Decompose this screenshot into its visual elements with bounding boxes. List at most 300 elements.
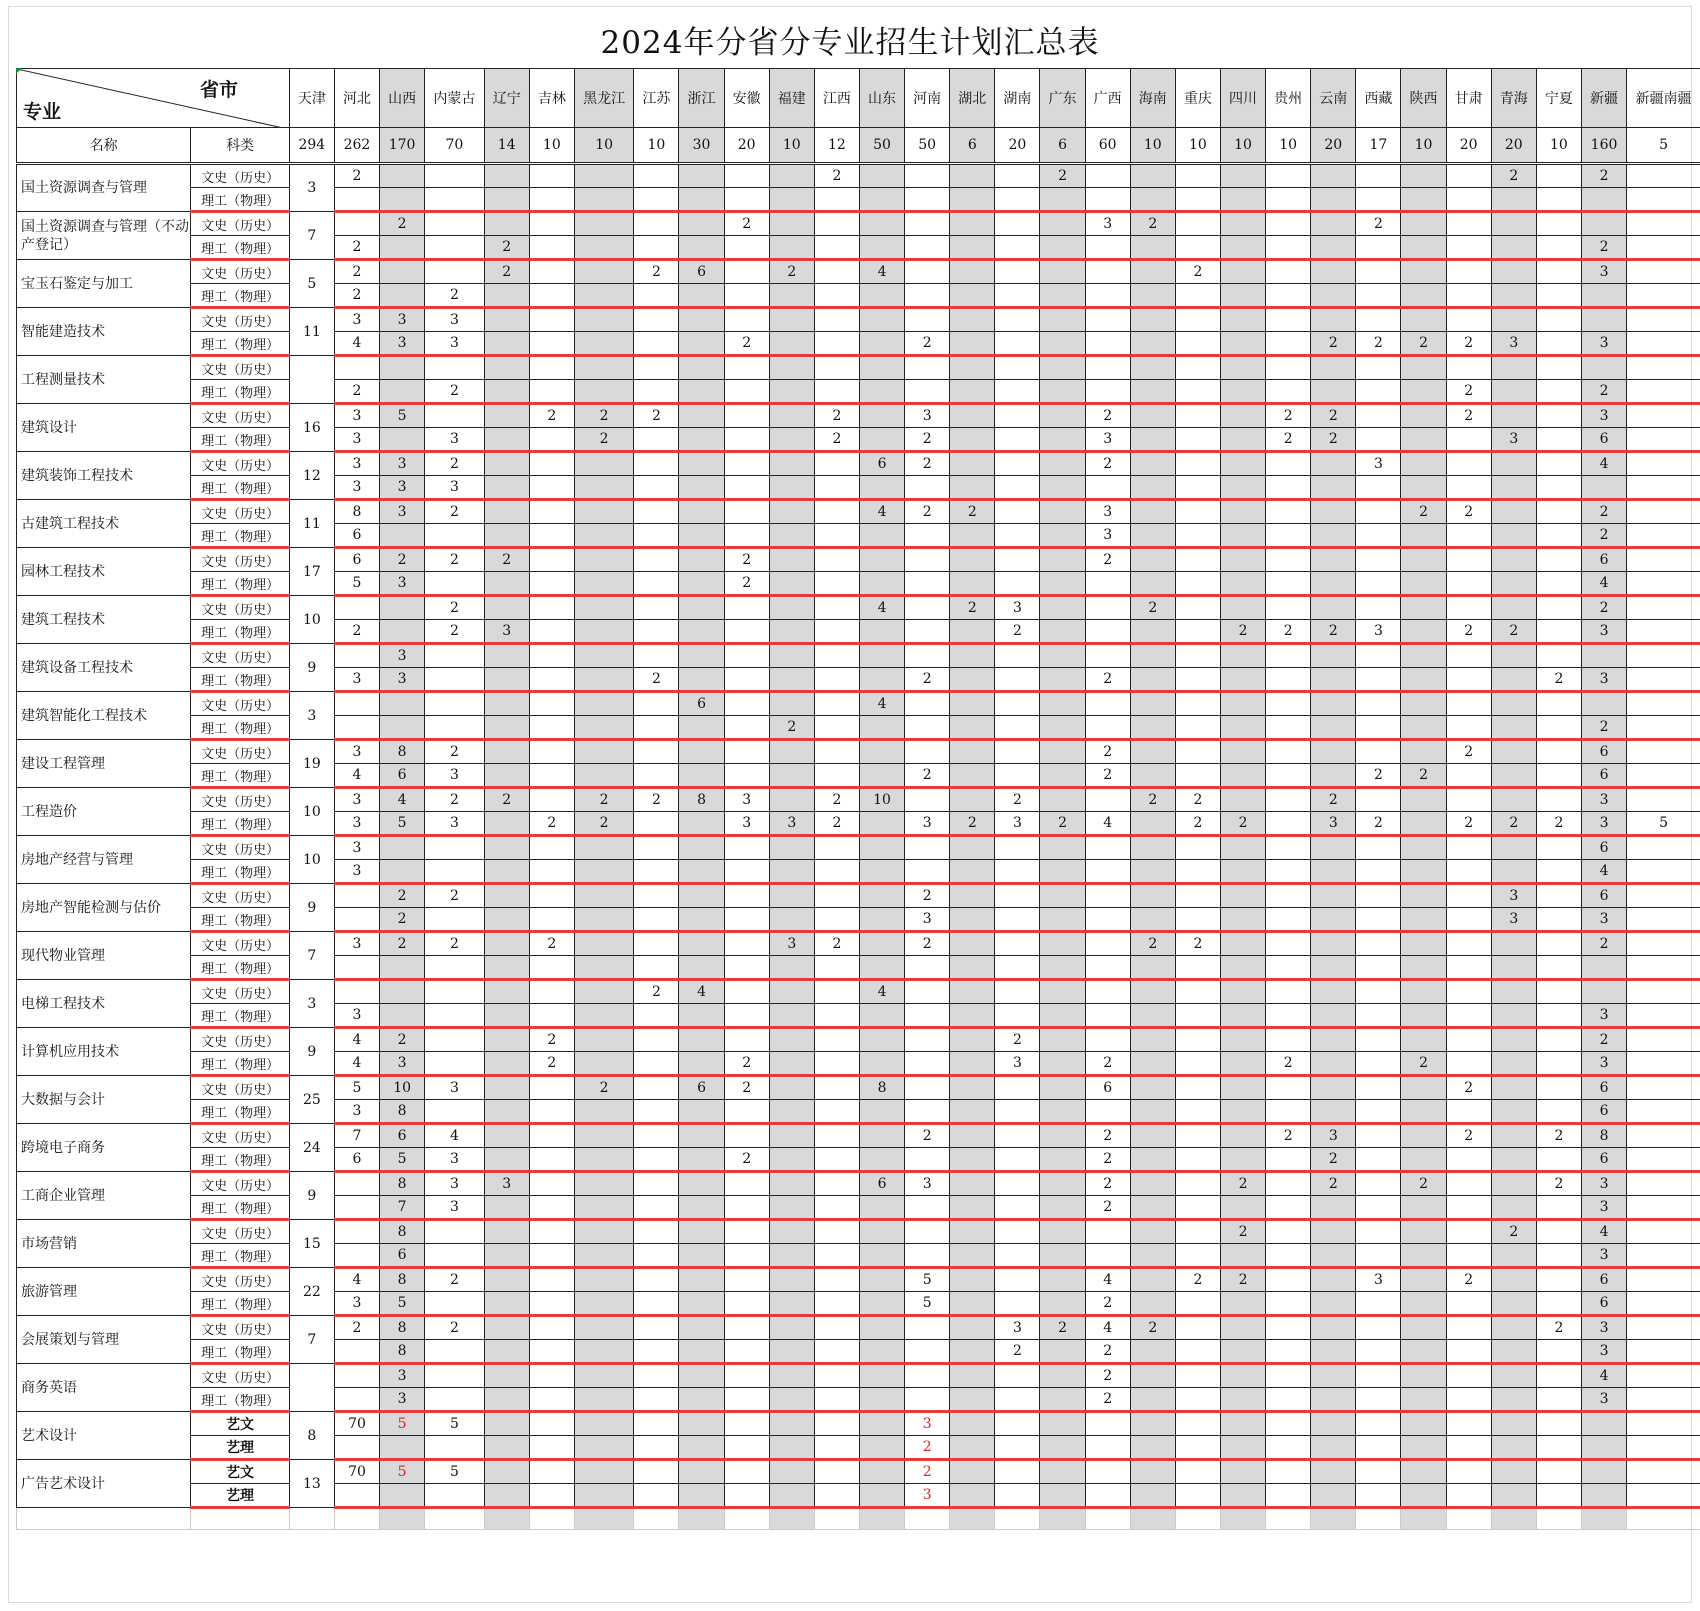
province-total: 10: [1401, 128, 1446, 164]
value-cell: 2: [1356, 812, 1401, 836]
value-cell: [574, 884, 633, 908]
category-cell: 文史（历史）: [191, 1316, 289, 1340]
value-cell: [1220, 1076, 1265, 1100]
province-total: 20: [995, 128, 1040, 164]
tianjin-value: 11: [289, 500, 334, 548]
value-cell: [1130, 860, 1175, 884]
value-cell: [1040, 932, 1085, 956]
value-cell: 2: [1085, 1364, 1130, 1388]
value-cell: [1311, 692, 1356, 716]
value-cell: 3: [380, 476, 425, 500]
value-cell: [425, 260, 484, 284]
value-cell: 4: [1581, 1220, 1626, 1244]
value-cell: [1356, 428, 1401, 452]
value-cell: [1311, 1076, 1356, 1100]
value-cell: [1130, 332, 1175, 356]
value-cell: [679, 212, 724, 236]
value-cell: [1085, 308, 1130, 332]
province-header: 天津: [289, 69, 334, 128]
category-cell: 文史（历史）: [191, 212, 289, 236]
value-cell: [529, 524, 574, 548]
major-name: 工程测量技术: [17, 356, 191, 404]
value-cell: [1175, 716, 1220, 740]
value-cell: 2: [1085, 1124, 1130, 1148]
value-cell: [1491, 1004, 1536, 1028]
value-cell: [380, 692, 425, 716]
value-cell: [634, 428, 679, 452]
value-cell: 2: [1581, 524, 1626, 548]
value-cell: [425, 980, 484, 1004]
value-cell: [679, 1484, 724, 1508]
value-cell: [529, 236, 574, 260]
value-cell: [1581, 1460, 1626, 1484]
value-cell: [859, 380, 904, 404]
value-cell: [814, 1004, 859, 1028]
value-cell: [1175, 1076, 1220, 1100]
value-cell: [484, 1412, 529, 1436]
value-cell: [1627, 284, 1700, 308]
value-cell: [1175, 332, 1220, 356]
major-name: 建筑智能化工程技术: [17, 692, 191, 740]
value-cell: 2: [1085, 668, 1130, 692]
value-cell: [1401, 1124, 1446, 1148]
value-cell: [905, 476, 950, 500]
value-cell: 2: [1085, 1172, 1130, 1196]
major-name: 建设工程管理: [17, 740, 191, 788]
value-cell: [769, 644, 814, 668]
value-cell: [1085, 1028, 1130, 1052]
tianjin-value: 8: [289, 1412, 334, 1460]
value-cell: [1130, 308, 1175, 332]
value-cell: [529, 836, 574, 860]
province-header: 贵州: [1266, 69, 1311, 128]
value-cell: [1220, 236, 1265, 260]
value-cell: [574, 284, 633, 308]
province-total: 20: [1491, 128, 1536, 164]
value-cell: [679, 1460, 724, 1484]
value-cell: [1085, 620, 1130, 644]
major-name: 建筑设备工程技术: [17, 644, 191, 692]
value-cell: [1581, 1484, 1626, 1508]
value-cell: [1356, 1052, 1401, 1076]
value-cell: [1311, 1388, 1356, 1412]
value-cell: [380, 428, 425, 452]
value-cell: [574, 1196, 633, 1220]
value-cell: 6: [679, 1076, 724, 1100]
value-cell: [814, 1076, 859, 1100]
major-name: 房地产经营与管理: [17, 836, 191, 884]
value-cell: [905, 572, 950, 596]
value-cell: [574, 500, 633, 524]
value-cell: 8: [334, 500, 379, 524]
value-cell: [769, 692, 814, 716]
value-cell: [814, 212, 859, 236]
value-cell: [529, 164, 574, 188]
value-cell: [1266, 380, 1311, 404]
value-cell: [1220, 788, 1265, 812]
value-cell: [1356, 572, 1401, 596]
value-cell: 3: [425, 332, 484, 356]
value-cell: 3: [425, 476, 484, 500]
value-cell: 4: [859, 692, 904, 716]
value-cell: [814, 884, 859, 908]
value-cell: [814, 1388, 859, 1412]
value-cell: [769, 548, 814, 572]
value-cell: [1175, 980, 1220, 1004]
value-cell: [1401, 1148, 1446, 1172]
value-cell: [1175, 1220, 1220, 1244]
blank-cell: [905, 1508, 950, 1530]
value-cell: [634, 1268, 679, 1292]
value-cell: [1040, 548, 1085, 572]
province-header: 陕西: [1401, 69, 1446, 128]
value-cell: [1266, 1340, 1311, 1364]
value-cell: [1446, 668, 1491, 692]
value-cell: 2: [1085, 1148, 1130, 1172]
value-cell: [905, 260, 950, 284]
value-cell: [1266, 740, 1311, 764]
blank-cell: [1536, 1508, 1581, 1530]
value-cell: [679, 596, 724, 620]
value-cell: [634, 1292, 679, 1316]
value-cell: 2: [484, 236, 529, 260]
value-cell: [529, 1388, 574, 1412]
value-cell: [859, 1412, 904, 1436]
value-cell: 3: [995, 812, 1040, 836]
value-cell: [1401, 284, 1446, 308]
category-cell: 文史（历史）: [191, 644, 289, 668]
value-cell: [1627, 572, 1700, 596]
value-cell: [769, 1004, 814, 1028]
value-cell: [1581, 980, 1626, 1004]
value-cell: [1266, 956, 1311, 980]
value-cell: [1356, 1412, 1401, 1436]
value-cell: 2: [905, 1460, 950, 1484]
value-cell: 2: [1536, 1172, 1581, 1196]
blank-cell: [1401, 1508, 1446, 1530]
category-cell: 文史（历史）: [191, 1364, 289, 1388]
value-cell: [814, 1124, 859, 1148]
value-cell: [905, 1148, 950, 1172]
value-cell: [484, 860, 529, 884]
province-total: 50: [905, 128, 950, 164]
value-cell: [769, 164, 814, 188]
value-cell: [1401, 452, 1446, 476]
value-cell: [574, 236, 633, 260]
value-cell: [679, 908, 724, 932]
blank-cell: [679, 1508, 724, 1530]
value-cell: [859, 1364, 904, 1388]
value-cell: [484, 284, 529, 308]
value-cell: [679, 572, 724, 596]
value-cell: 2: [425, 500, 484, 524]
value-cell: 3: [1581, 1244, 1626, 1268]
value-cell: [1356, 188, 1401, 212]
value-cell: 2: [1356, 764, 1401, 788]
value-cell: [634, 812, 679, 836]
name-column-header: 名称: [17, 128, 191, 164]
value-cell: [1220, 308, 1265, 332]
value-cell: 2: [425, 740, 484, 764]
value-cell: 2: [574, 404, 633, 428]
value-cell: [679, 1388, 724, 1412]
value-cell: [905, 1220, 950, 1244]
value-cell: [1130, 380, 1175, 404]
value-cell: 3: [334, 1004, 379, 1028]
value-cell: [769, 1220, 814, 1244]
province-header: 河南: [905, 69, 950, 128]
value-cell: [905, 1196, 950, 1220]
table-row: [17, 1220, 1700, 1244]
province-total: 10: [769, 128, 814, 164]
value-cell: [529, 1244, 574, 1268]
value-cell: [634, 1388, 679, 1412]
value-cell: [679, 404, 724, 428]
value-cell: [724, 908, 769, 932]
value-cell: [1266, 1244, 1311, 1268]
value-cell: [859, 1028, 904, 1052]
value-cell: 3: [995, 1052, 1040, 1076]
value-cell: [1491, 764, 1536, 788]
value-cell: [1581, 1436, 1626, 1460]
value-cell: [1491, 284, 1536, 308]
value-cell: [574, 860, 633, 884]
value-cell: [1536, 1028, 1581, 1052]
value-cell: 2: [1446, 620, 1491, 644]
blank-cell: [1446, 1508, 1491, 1530]
value-cell: [1627, 692, 1700, 716]
value-cell: [1627, 1316, 1700, 1340]
value-cell: [995, 884, 1040, 908]
value-cell: [1085, 788, 1130, 812]
value-cell: [1491, 572, 1536, 596]
value-cell: [1311, 1316, 1356, 1340]
value-cell: [1311, 1100, 1356, 1124]
value-cell: 2: [905, 332, 950, 356]
value-cell: [1085, 884, 1130, 908]
value-cell: 3: [1581, 1004, 1626, 1028]
value-cell: [1175, 1460, 1220, 1484]
tianjin-value: 22: [289, 1268, 334, 1316]
value-cell: [1536, 332, 1581, 356]
value-cell: [679, 716, 724, 740]
value-cell: [1356, 1124, 1401, 1148]
value-cell: [859, 1460, 904, 1484]
value-cell: [634, 1340, 679, 1364]
value-cell: [1175, 236, 1220, 260]
value-cell: [1356, 1436, 1401, 1460]
value-cell: [1085, 1244, 1130, 1268]
value-cell: [1085, 284, 1130, 308]
value-cell: 2: [905, 428, 950, 452]
value-cell: [1085, 572, 1130, 596]
value-cell: [634, 548, 679, 572]
value-cell: [529, 1292, 574, 1316]
category-cell: 理工（物理）: [191, 1244, 289, 1268]
province-header: 西藏: [1356, 69, 1401, 128]
value-cell: [1491, 548, 1536, 572]
value-cell: [1536, 788, 1581, 812]
value-cell: [724, 1316, 769, 1340]
value-cell: [1220, 404, 1265, 428]
table-row: [17, 548, 1700, 572]
value-cell: 3: [380, 500, 425, 524]
value-cell: 2: [905, 884, 950, 908]
value-cell: [1130, 1124, 1175, 1148]
value-cell: [1040, 260, 1085, 284]
value-cell: [905, 596, 950, 620]
value-cell: [859, 1268, 904, 1292]
value-cell: [950, 1148, 995, 1172]
value-cell: [814, 476, 859, 500]
value-cell: [1401, 548, 1446, 572]
value-cell: [1130, 1028, 1175, 1052]
value-cell: [1266, 1316, 1311, 1340]
value-cell: [1085, 908, 1130, 932]
value-cell: [950, 1100, 995, 1124]
value-cell: [769, 764, 814, 788]
value-cell: 2: [1581, 932, 1626, 956]
value-cell: [1536, 308, 1581, 332]
value-cell: [1356, 236, 1401, 260]
value-cell: 2: [1401, 764, 1446, 788]
value-cell: [1401, 1028, 1446, 1052]
value-cell: [1130, 524, 1175, 548]
value-cell: [724, 932, 769, 956]
cell-corner-marker: [16, 68, 22, 74]
value-cell: [1536, 1076, 1581, 1100]
value-cell: [679, 1292, 724, 1316]
province-header: 海南: [1130, 69, 1175, 128]
value-cell: [1130, 692, 1175, 716]
value-cell: [1401, 956, 1446, 980]
value-cell: [574, 1052, 633, 1076]
value-cell: [1446, 524, 1491, 548]
value-cell: 3: [1581, 1196, 1626, 1220]
value-cell: [574, 596, 633, 620]
province-header: 黑龙江: [574, 69, 633, 128]
value-cell: [484, 476, 529, 500]
value-cell: [950, 1388, 995, 1412]
value-cell: [1627, 548, 1700, 572]
value-cell: [425, 860, 484, 884]
value-cell: 3: [1581, 1316, 1626, 1340]
value-cell: [995, 1148, 1040, 1172]
value-cell: [724, 380, 769, 404]
value-cell: [1220, 212, 1265, 236]
category-cell: 理工（物理）: [191, 1196, 289, 1220]
value-cell: [724, 1340, 769, 1364]
value-cell: [1401, 1196, 1446, 1220]
value-cell: [574, 1460, 633, 1484]
value-cell: [529, 1412, 574, 1436]
value-cell: 2: [334, 260, 379, 284]
value-cell: [380, 188, 425, 212]
value-cell: 2: [1581, 500, 1626, 524]
value-cell: [1311, 884, 1356, 908]
value-cell: 2: [425, 380, 484, 404]
value-cell: [1401, 428, 1446, 452]
value-cell: 2: [724, 212, 769, 236]
value-cell: 2: [1175, 1268, 1220, 1292]
value-cell: [1266, 860, 1311, 884]
value-cell: [1356, 1364, 1401, 1388]
value-cell: [950, 188, 995, 212]
value-cell: [425, 668, 484, 692]
value-cell: [1536, 1388, 1581, 1412]
value-cell: [905, 284, 950, 308]
blank-cell: [1130, 1508, 1175, 1530]
value-cell: [769, 1076, 814, 1100]
value-cell: [484, 164, 529, 188]
blank-cell: [814, 1508, 859, 1530]
value-cell: [950, 428, 995, 452]
value-cell: [724, 164, 769, 188]
value-cell: [1266, 596, 1311, 620]
value-cell: [724, 644, 769, 668]
value-cell: [769, 956, 814, 980]
province-total: 70: [425, 128, 484, 164]
value-cell: [380, 620, 425, 644]
value-cell: [1491, 1172, 1536, 1196]
category-cell: 文史（历史）: [191, 884, 289, 908]
category-cell: 文史（历史）: [191, 980, 289, 1004]
value-cell: [1130, 356, 1175, 380]
value-cell: [1581, 1412, 1626, 1436]
value-cell: [1356, 260, 1401, 284]
value-cell: [1311, 836, 1356, 860]
value-cell: [905, 236, 950, 260]
value-cell: [1356, 884, 1401, 908]
value-cell: [679, 1100, 724, 1124]
value-cell: [380, 1004, 425, 1028]
value-cell: [950, 1244, 995, 1268]
value-cell: 3: [334, 788, 379, 812]
value-cell: [1627, 1124, 1700, 1148]
value-cell: [724, 452, 769, 476]
value-cell: [859, 668, 904, 692]
value-cell: [950, 1052, 995, 1076]
value-cell: 2: [1266, 1052, 1311, 1076]
value-cell: [724, 1196, 769, 1220]
value-cell: [1266, 812, 1311, 836]
table-row: [17, 764, 1700, 788]
province-header: 辽宁: [484, 69, 529, 128]
value-cell: [484, 644, 529, 668]
value-cell: [724, 1268, 769, 1292]
value-cell: [529, 212, 574, 236]
value-cell: 2: [574, 1076, 633, 1100]
value-cell: [1356, 644, 1401, 668]
value-cell: [1311, 596, 1356, 620]
value-cell: [1311, 548, 1356, 572]
value-cell: 2: [769, 260, 814, 284]
category-cell: 文史（历史）: [191, 1076, 289, 1100]
value-cell: [1175, 1124, 1220, 1148]
table-row: [17, 836, 1700, 860]
value-cell: [859, 908, 904, 932]
category-cell: 理工（物理）: [191, 284, 289, 308]
value-cell: [679, 644, 724, 668]
value-cell: [334, 1436, 379, 1460]
value-cell: [634, 308, 679, 332]
value-cell: [1311, 1004, 1356, 1028]
value-cell: [1446, 1100, 1491, 1124]
value-cell: [814, 260, 859, 284]
value-cell: [1446, 188, 1491, 212]
value-cell: [724, 260, 769, 284]
value-cell: [484, 1100, 529, 1124]
